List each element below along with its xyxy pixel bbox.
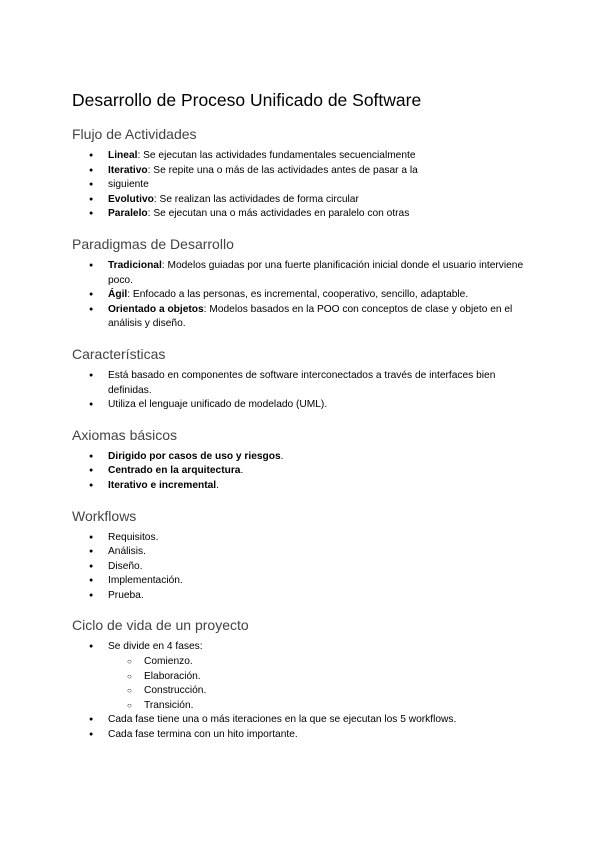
section-heading: Características [72, 345, 166, 362]
sub-list-item: ○ Construcción. [72, 684, 528, 699]
section-workflows [72, 507, 528, 604]
list-item: ● Cada fase tiene una o más iteraciones en la que se ejecutan los 5 workflows. [72, 713, 528, 728]
list-item: ● Análisis. [72, 545, 528, 560]
bullet-list [72, 450, 528, 494]
list-item: ● Orientado a objetos: Modelos basados en la POO con conceptos de clase y objeto en el análisis y diseño. [72, 303, 528, 332]
section-heading: Axiomas básicos [72, 426, 178, 443]
section-heading: Paradigmas de Desarrollo [72, 235, 234, 252]
section-heading: Flujo de Actividades [72, 126, 197, 142]
list-item: ● Paralelo: Se ejecutan una o más actividades en paralelo con otras [72, 207, 528, 222]
list-item: ● Requisitos. [72, 531, 528, 546]
list-item: ● Ágil: Enfocado a las personas, es incremental, cooperativo, sencillo, adaptable. [72, 288, 528, 303]
list-item: ● Implementación. [72, 574, 528, 589]
sub-list-item: ○ Transición. [72, 699, 528, 714]
section-caracteristicas [72, 345, 528, 413]
section-flujo [72, 125, 528, 222]
list-item: ● siguiente [72, 178, 528, 193]
list-item: ● Lineal: Se ejecutan las actividades fundamentales secuencialmente [72, 149, 528, 164]
list-item: ● Iterativo e incremental. [72, 479, 528, 494]
bullet-list [72, 640, 528, 742]
list-item: ● Diseño. [72, 560, 528, 575]
section-heading: Ciclo de vida de un proyecto [72, 617, 249, 634]
bullet-list [72, 369, 528, 413]
section-axiomas [72, 426, 528, 494]
section-paradigmas [72, 235, 528, 332]
list-item: ● Tradicional: Modelos guiadas por una fuerte planificación inicial donde el usuario interviene poco. [72, 259, 528, 288]
list-item: ● Prueba. [72, 589, 528, 604]
bullet-list [72, 149, 528, 222]
list-item: ● Se divide en 4 fases: [72, 640, 528, 655]
list-item: ● Iterativo: Se repite una o más de las actividades antes de pasar a la [72, 164, 528, 179]
bullet-list [72, 531, 528, 604]
list-item: ● Está basado en componentes de software interconectados a través de interfaces bien definidas. [72, 369, 528, 398]
list-item: ● Centrado en la arquitectura. [72, 464, 528, 479]
list-item: ● Cada fase termina con un hito importante. [72, 728, 528, 743]
list-item: ● Dirigido por casos de uso y riesgos. [72, 450, 528, 465]
document-title: Desarrollo de Proceso Unificado de Software [72, 90, 422, 110]
list-item: ● Utiliza el lenguaje unificado de modelado (UML). [72, 398, 528, 413]
list-item: ● Evolutivo: Se realizan las actividades de forma circular [72, 193, 528, 208]
sub-list-item: ○ Comienzo. [72, 655, 528, 670]
section-heading: Workflows [72, 507, 137, 524]
sub-list-item: ○ Elaboración. [72, 670, 528, 685]
section-ciclo [72, 616, 528, 742]
bullet-list [72, 259, 528, 332]
